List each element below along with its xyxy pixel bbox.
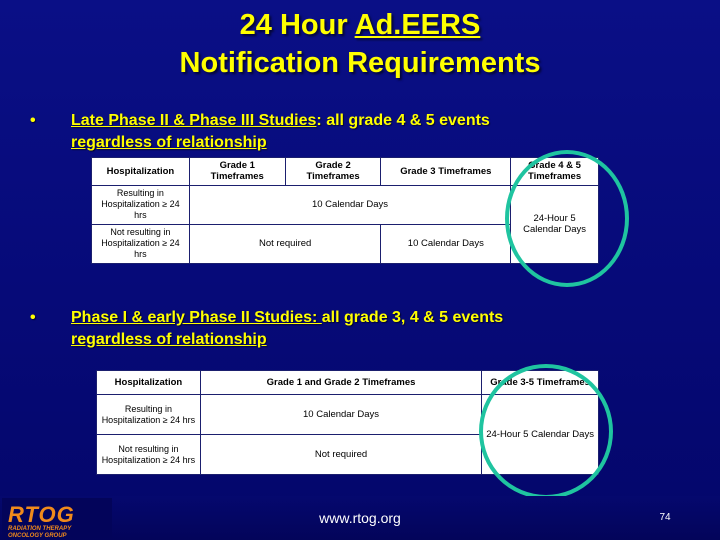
row-label-not-resulting: Not resulting in Hospitalization ≥ 24 hrs bbox=[97, 435, 201, 475]
bullet-marker: • bbox=[30, 112, 36, 129]
header-hospitalization: Hospitalization bbox=[97, 371, 201, 395]
bullet-line2-text: regardless of relationship bbox=[71, 331, 267, 348]
header-grade-2: Grade 2 Timeframes bbox=[285, 158, 381, 186]
bullet-rest-text: : all grade 4 & 5 events bbox=[316, 112, 490, 129]
row-label-resulting: Resulting in Hospitalization ≥ 24 hrs bbox=[97, 395, 201, 435]
cell-grade-4-5: 24-Hour 5 Calendar Days bbox=[511, 185, 599, 263]
header-grade-1-2: Grade 1 and Grade 2 Timeframes bbox=[200, 371, 481, 395]
logo-subtext-2: ONCOLOGY GROUP bbox=[8, 533, 67, 538]
bullet-line2-text: regardless of relationship bbox=[71, 134, 267, 151]
slide-title bbox=[0, 6, 720, 82]
header-grade-4-5: Grade 4 & 5 Timeframes bbox=[511, 158, 599, 186]
row-label-resulting: Resulting in Hospitalization ≥ 24 hrs bbox=[92, 185, 190, 224]
header-grade-3: Grade 3 Timeframes bbox=[381, 158, 511, 186]
bullet-late-phase bbox=[30, 110, 700, 154]
page-number: 74 bbox=[659, 512, 671, 523]
cell-grades-1-2: 10 Calendar Days bbox=[200, 395, 481, 435]
title-adeers: Ad.EERS bbox=[354, 9, 481, 41]
rtog-logo bbox=[2, 498, 112, 538]
bullet-text bbox=[71, 307, 700, 351]
highlight-oval bbox=[479, 364, 613, 499]
cell-grade-3: 10 Calendar Days bbox=[381, 224, 511, 263]
row-label-not-resulting: Not resulting in Hospitalization ≥ 24 hrs bbox=[92, 224, 190, 263]
title-line-2: Notification Requirements bbox=[179, 47, 541, 79]
header-grade-1: Grade 1 Timeframes bbox=[189, 158, 285, 186]
cell-grades-1-2: Not required bbox=[189, 224, 381, 263]
cell-grade-3-5: 24-Hour 5 Calendar Days bbox=[482, 395, 599, 475]
title-line-1 bbox=[0, 6, 720, 44]
header-hospitalization: Hospitalization bbox=[92, 158, 190, 186]
bullet-text bbox=[71, 110, 700, 154]
bullet-early-phase bbox=[30, 307, 700, 351]
footer-url[interactable]: www.rtog.org bbox=[319, 510, 401, 526]
header-grade-3-5: Grade 3-5 Timeframes bbox=[482, 371, 599, 395]
highlight-oval bbox=[505, 150, 629, 287]
bullet-marker: • bbox=[30, 309, 36, 326]
title-prefix: 24 Hour bbox=[239, 9, 355, 41]
logo-wordmark: RTOG bbox=[8, 502, 75, 527]
logo-subtext-1: RADIATION THERAPY bbox=[8, 526, 72, 532]
cell-grades-1-2: Not required bbox=[200, 435, 481, 475]
bullet-underlined-text: Late Phase II & Phase III Studies bbox=[71, 112, 317, 129]
bullet-rest-text: all grade 3, 4 & 5 events bbox=[321, 309, 504, 326]
bullet-underlined-text: Phase I & early Phase II Studies: bbox=[71, 309, 322, 326]
cell-grades-1-3: 10 Calendar Days bbox=[189, 185, 510, 224]
